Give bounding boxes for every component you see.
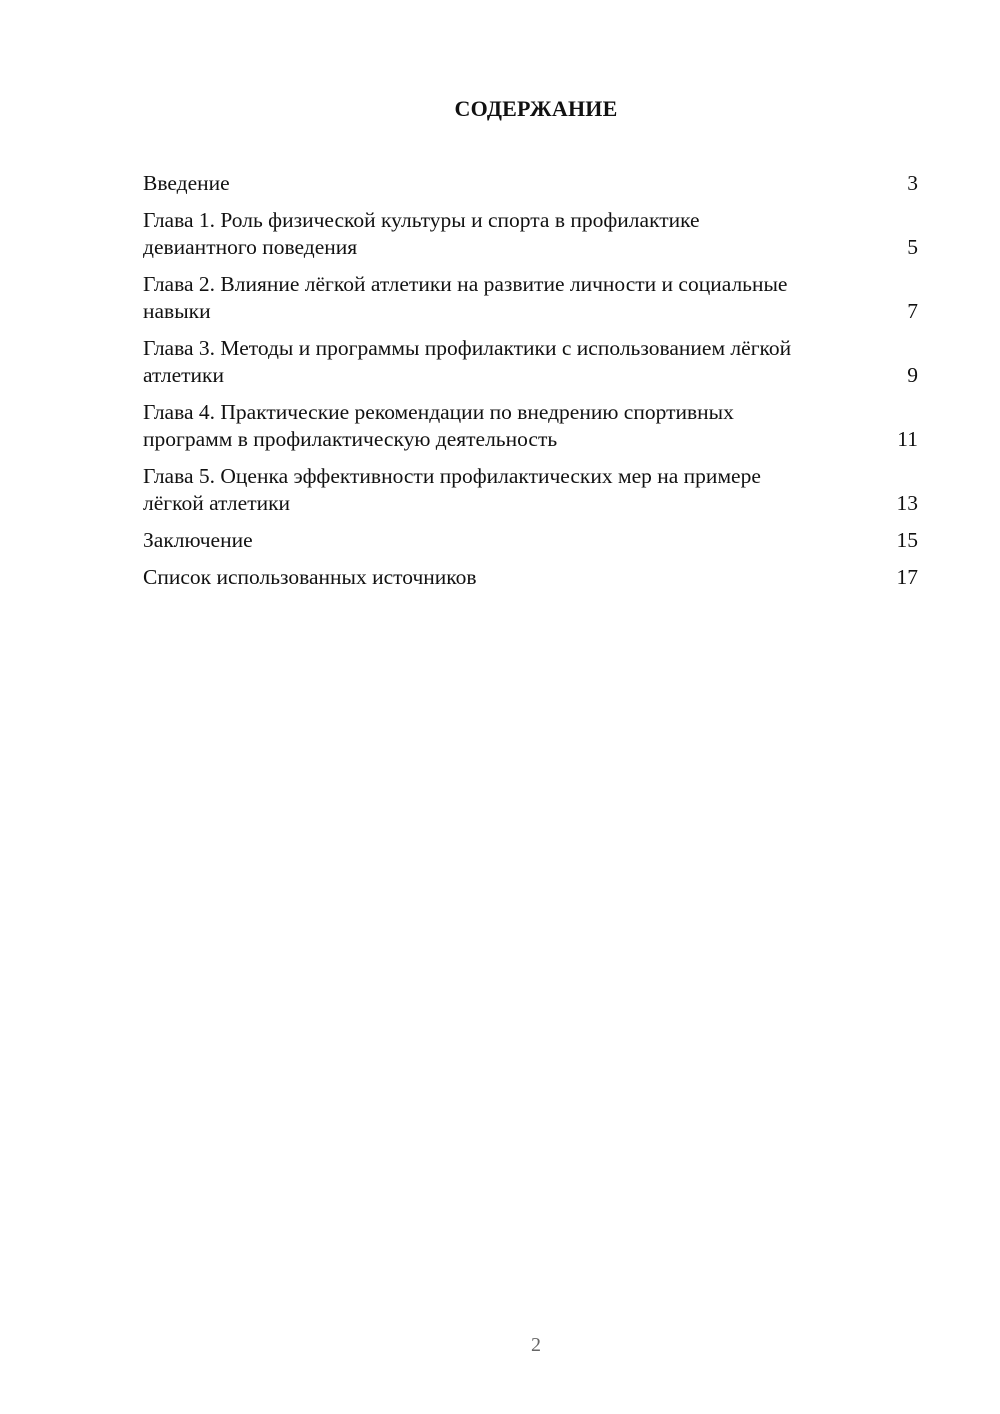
toc-entry-chapter-4[interactable] [143, 399, 918, 453]
toc-entry-page: 5 [907, 235, 918, 259]
toc-entry-conclusion[interactable] [143, 527, 918, 554]
toc-entry-references[interactable] [143, 564, 918, 591]
page-title: СОДЕРЖАНИЕ [454, 96, 618, 121]
toc-entry-chapter-3[interactable] [143, 335, 918, 389]
toc-entry-chapter-1[interactable] [143, 207, 918, 261]
toc-entry-page: 9 [907, 363, 918, 387]
toc-entry-chapter-5[interactable] [143, 463, 918, 517]
toc-entry-label: Глава 4. Практические рекомендации по внедрению спортивных программ в профилактическую деятельность [143, 400, 734, 451]
toc-entry-label: Заключение [143, 528, 253, 552]
toc-entry-introduction[interactable] [143, 170, 918, 197]
toc-entry-page: 3 [907, 171, 918, 195]
page-number: 2 [531, 1334, 541, 1356]
table-of-contents [143, 170, 918, 601]
toc-entry-page: 7 [907, 299, 918, 323]
toc-entry-label: Глава 2. Влияние лёгкой атлетики на развитие личности и социальные навыки [143, 272, 788, 323]
toc-entry-label: Список использованных источников [143, 565, 477, 589]
toc-entry-label: Глава 5. Оценка эффективности профилактических мер на примере лёгкой атлетики [143, 464, 761, 515]
toc-entry-page: 17 [896, 565, 918, 589]
toc-entry-label: Глава 1. Роль физической культуры и спорта в профилактике девиантного поведения [143, 208, 700, 259]
toc-entry-page: 13 [896, 491, 918, 515]
toc-entry-page: 15 [896, 528, 918, 552]
toc-entry-label: Глава 3. Методы и программы профилактики с использованием лёгкой атлетики [143, 336, 792, 387]
toc-entry-chapter-2[interactable] [143, 271, 918, 325]
toc-entry-label: Введение [143, 171, 230, 195]
toc-entry-page: 11 [897, 427, 918, 451]
